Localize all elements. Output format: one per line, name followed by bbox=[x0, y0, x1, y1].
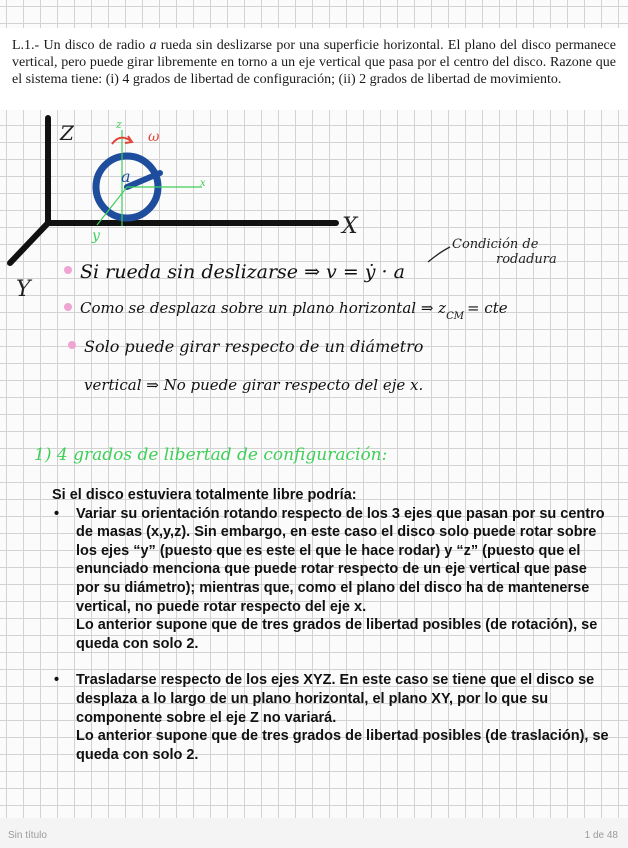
problem-text-part-1: Un disco de radio bbox=[39, 38, 150, 53]
axis-x-label: X bbox=[342, 214, 358, 239]
translation-paragraph: Trasladarse respecto de los ejes XYZ. En este caso se tiene que el disco se desplaza a lo largo de un plano horizontal, el plano XY, por lo que su componente sobre el eje Z no variará. bbox=[76, 672, 595, 726]
note-line-plane: Como se desplaza sobre un plano horizontal ⇒ $z_{CM}$ = cte bbox=[80, 299, 508, 322]
note-line-rolling: Si rueda sin deslizarse ⇒ v = ẏ · a bbox=[80, 261, 405, 283]
pink-bullet-icon bbox=[68, 341, 76, 349]
problem-label: L.1.- bbox=[12, 38, 40, 53]
note-line-rotation: Solo puede girar respecto de un diámetro bbox=[84, 337, 424, 356]
list-item bbox=[52, 671, 612, 764]
condition-note-line-2: rodadura bbox=[496, 252, 557, 267]
list-item bbox=[52, 505, 612, 654]
problem-variable-a: a bbox=[149, 38, 157, 53]
rotation-conclusion: Lo anterior supone que de tres grados de libertad posibles (de rotación), se queda con solo 2. bbox=[76, 617, 598, 652]
pink-bullet-icon bbox=[64, 266, 72, 274]
disc-axis-z-label: z bbox=[116, 118, 122, 131]
condition-arrow-icon bbox=[428, 247, 450, 262]
document-title[interactable]: Sin título bbox=[8, 830, 47, 841]
pink-bullet-icon bbox=[64, 303, 72, 311]
section-heading: 1) 4 grados de libertad de configuración: bbox=[34, 445, 388, 465]
bullet-icon: • bbox=[54, 505, 60, 522]
note-line-vertical: vertical ⇒ No puede girar respecto del eje x. bbox=[84, 376, 424, 394]
omega-label: ω bbox=[148, 129, 160, 145]
page-counter: 1 de 48 bbox=[584, 830, 618, 841]
typed-explanation bbox=[52, 486, 612, 764]
problem-text-part-2: rueda sin deslizarse por una superficie horizontal. El plano del disco permanece vertical, pero puede girar libremente en torno a un eje vertical que pasa por el centro del disco. Razone que el sistema tiene: (i) 4 grados de libertad de configuración; (ii) 2 grados de libertad de movimiento. bbox=[12, 38, 616, 87]
axis-z-label: Z bbox=[60, 121, 74, 145]
footer-bar bbox=[0, 818, 628, 848]
explanation-list bbox=[52, 505, 612, 765]
disc-axis-x-label: x bbox=[200, 178, 206, 189]
radius-a-label: a bbox=[121, 167, 131, 186]
intro-text: Si el disco estuviera totalmente libre podría: bbox=[52, 487, 357, 503]
rotation-paragraph: Variar su orientación rotando respecto de los 3 ejes que pasan por su centro de masas (x,y,z). Sin embargo, en este caso el disco solo puede rotar sobre los ejes “y” (puesto que es este el que le hace rodar) y “z” (puesto que el enunciado menciona que puede rotar respecto de un eje vertical que pase por su diámetro); mientras que, como el plano del disco ha de mantenerse vertical, no puede rotar respecto del eje x. bbox=[76, 505, 605, 615]
bullet-icon: • bbox=[54, 672, 60, 689]
condition-note-line-1: Condición de bbox=[452, 237, 539, 252]
axes-drawing bbox=[10, 118, 336, 263]
translation-conclusion: Lo anterior supone que de tres grados de libertad posibles (de traslación), se queda con solo 2. bbox=[76, 728, 609, 763]
axis-y-label: Y bbox=[16, 277, 31, 302]
disc-axis-y-label: y bbox=[92, 228, 100, 244]
